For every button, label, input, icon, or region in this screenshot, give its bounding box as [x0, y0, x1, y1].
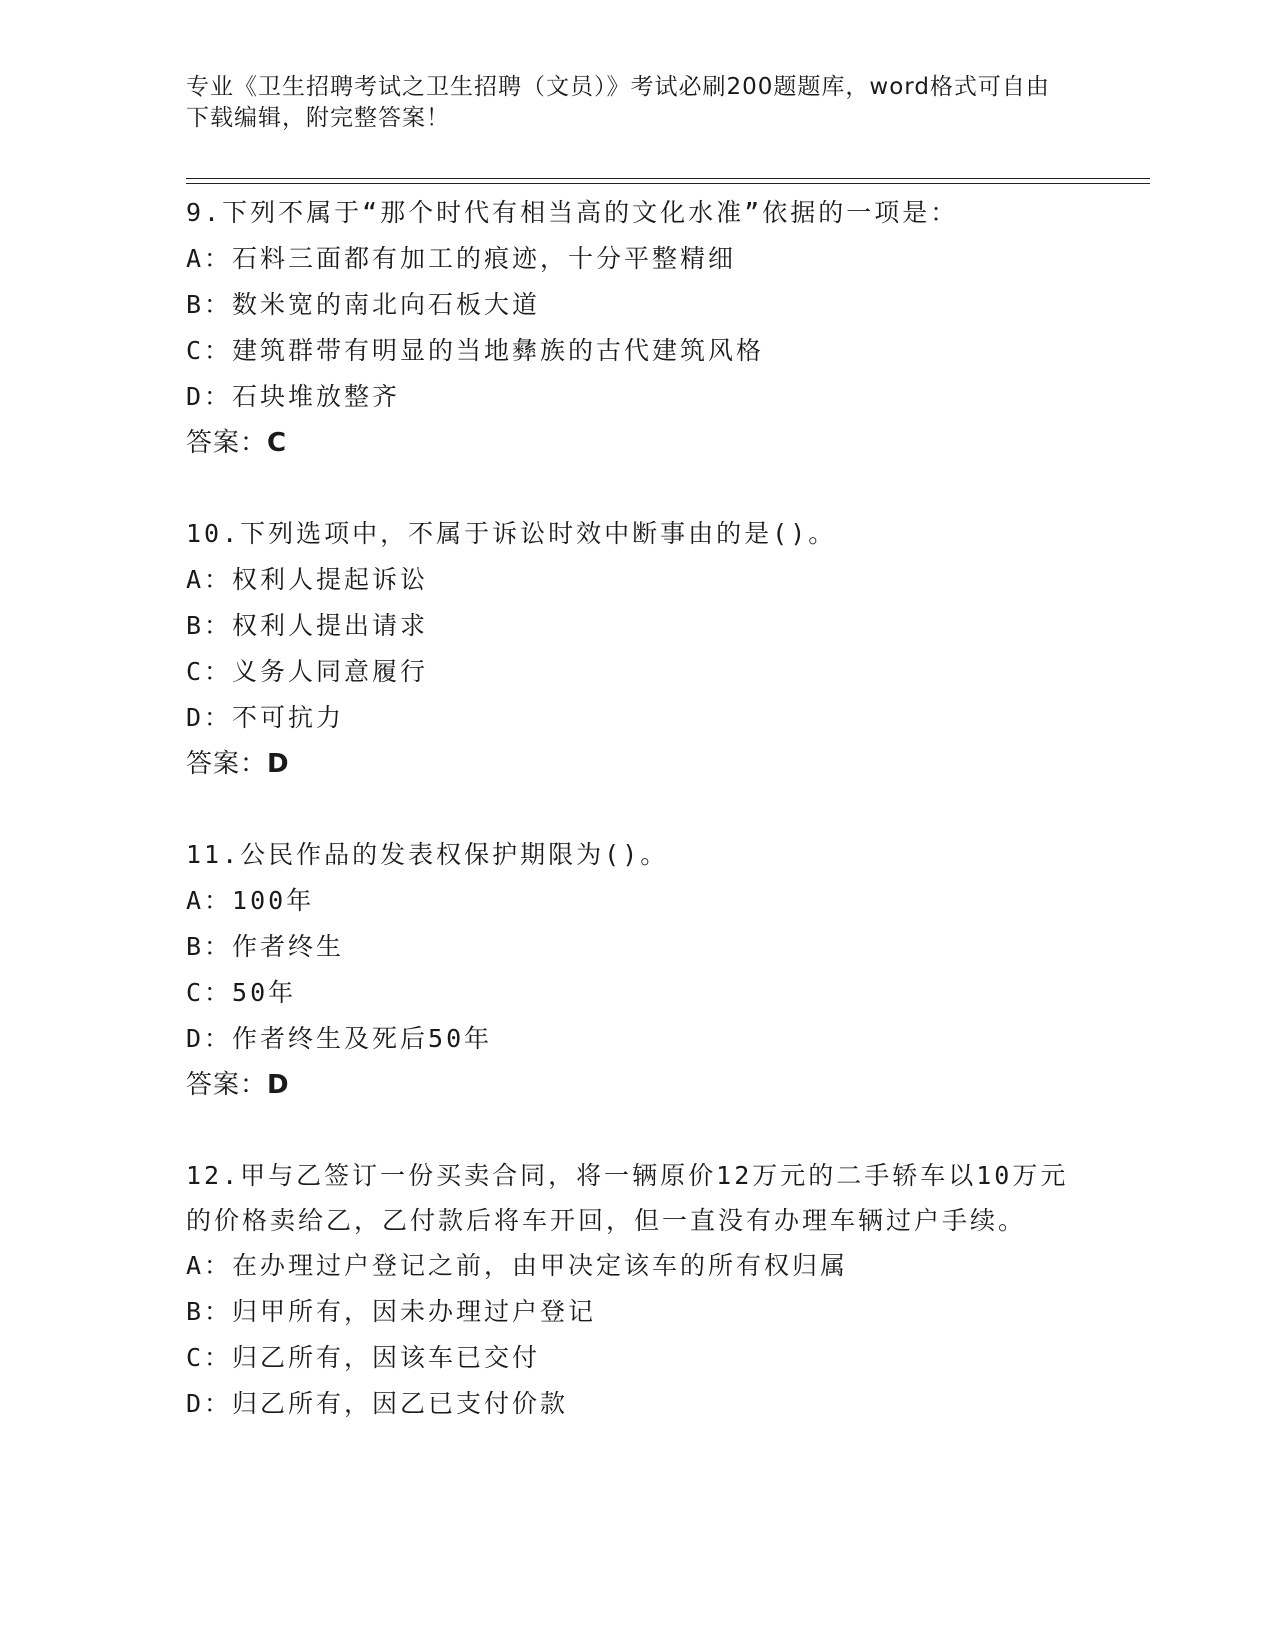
answer-line: [186, 420, 1086, 466]
option-d: D：不可抗力: [186, 703, 345, 732]
option-a: A：权利人提起诉讼: [186, 565, 429, 594]
question-list: [186, 190, 1086, 1472]
question-stem: 9.下列不属于“那个时代有相当高的文化水准”依据的一项是：: [186, 198, 959, 227]
header-divider-top: [186, 178, 1150, 179]
question-9: [186, 190, 1086, 466]
answer-line: [186, 1062, 1086, 1108]
question-10: [186, 511, 1086, 787]
answer-value: D: [267, 749, 290, 779]
header-divider-bottom: [186, 183, 1150, 184]
option-c: C：归乙所有，因该车已交付: [186, 1343, 541, 1372]
answer-label: 答案：: [186, 1070, 268, 1100]
option-d: D：石块堆放整齐: [186, 382, 401, 411]
option-a: A：石料三面都有加工的痕迹，十分平整精细: [186, 244, 737, 273]
option-b: B：归甲所有，因未办理过户登记: [186, 1297, 597, 1326]
answer-label: 答案：: [186, 749, 268, 779]
option-a: A：100年: [186, 886, 315, 915]
option-d: D：归乙所有，因乙已支付价款: [186, 1389, 569, 1418]
option-b: B：数米宽的南北向石板大道: [186, 290, 541, 319]
answer-line: [186, 741, 1086, 787]
question-12: [186, 1153, 1086, 1427]
question-stem: 10.下列选项中，不属于诉讼时效中断事由的是()。: [186, 519, 837, 548]
question-stem: 11.公民作品的发表权保护期限为()。: [186, 840, 669, 869]
option-b: B：作者终生: [186, 932, 345, 961]
answer-value: D: [267, 1070, 290, 1100]
document-header: 专业《卫生招聘考试之卫生招聘（文员）》考试必刷200题题库，word格式可自由下载编辑，附完整答案！: [186, 74, 1050, 131]
option-c: C：义务人同意履行: [186, 657, 429, 686]
answer-value: C: [267, 428, 288, 458]
option-d: D：作者终生及死后50年: [186, 1024, 493, 1053]
option-c: C：50年: [186, 978, 297, 1007]
question-11: [186, 832, 1086, 1108]
option-b: B：权利人提出请求: [186, 611, 429, 640]
question-stem: 12.甲与乙签订一份买卖合同，将一辆原价12万元的二手轿车以10万元的价格卖给乙，乙付款后将车开回，但一直没有办理车辆过户手续。: [186, 1161, 1069, 1235]
option-c: C：建筑群带有明显的当地彝族的古代建筑风格: [186, 336, 765, 365]
answer-label: 答案：: [186, 428, 268, 458]
option-a: A：在办理过户登记之前，由甲决定该车的所有权归属: [186, 1251, 849, 1280]
